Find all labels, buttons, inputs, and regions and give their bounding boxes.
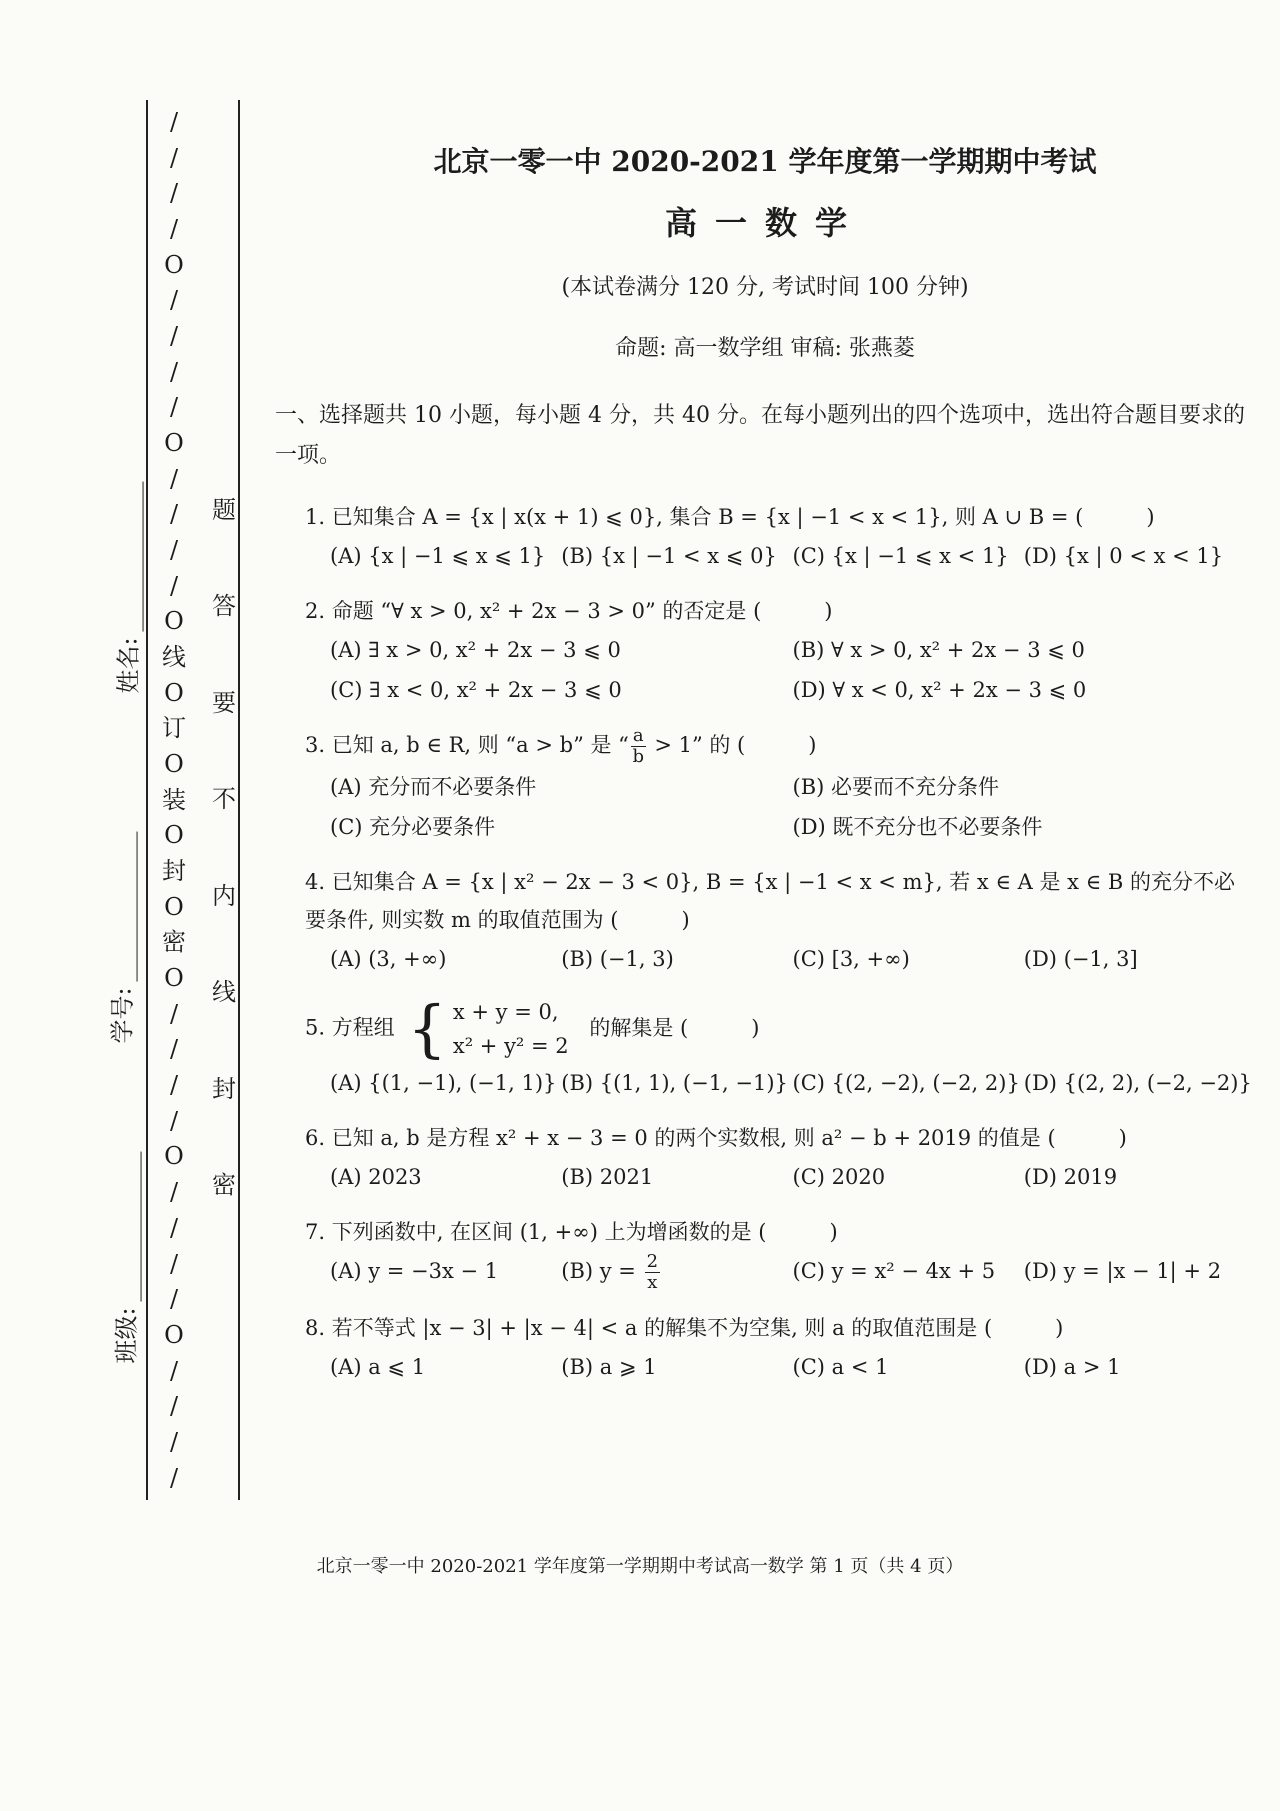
option-b[interactable] bbox=[561, 1251, 792, 1293]
option-c[interactable]: (C) ∃ x < 0, x² + 2x − 3 ⩽ 0 bbox=[330, 678, 622, 702]
option-a[interactable]: (A) ∃ x > 0, x² + 2x − 3 ⩽ 0 bbox=[330, 638, 621, 662]
option-b[interactable]: (B) {x | −1 < x ⩽ 0} bbox=[561, 544, 777, 568]
question-options bbox=[275, 1157, 1255, 1197]
question-options bbox=[275, 1251, 1255, 1293]
question-stem: 4. 已知集合 A = {x | x² − 2x − 3 < 0}, B = {x | −1 < x < m}, 若 x ∈ A 是 x ∈ B 的充分不必要条件, 则实数 m 的取值范围为 ( ) bbox=[305, 870, 1235, 932]
option-d[interactable]: (D) ∀ x < 0, x² + 2x − 3 ⩽ 0 bbox=[792, 678, 1087, 702]
question-stem: 7. 下列函数中, 在区间 (1, +∞) 上为增函数的是 ( ) bbox=[305, 1220, 838, 1244]
option-d[interactable]: (D) 既不充分也不必要条件 bbox=[792, 815, 1043, 839]
binding-mark: / bbox=[169, 1213, 179, 1242]
fraction bbox=[645, 1252, 660, 1293]
binding-mark: 装 bbox=[162, 785, 186, 814]
question-stem: 1. 已知集合 A = {x | x(x + 1) ⩽ 0}, 集合 B = {x | −1 < x < 1}, 则 A ∪ B = ( ) bbox=[305, 505, 1155, 529]
class-label: 班级: bbox=[112, 1307, 141, 1364]
name-field[interactable] bbox=[109, 481, 144, 693]
binding-mark: / bbox=[169, 143, 179, 172]
binding-mark: / bbox=[169, 215, 179, 244]
question-3 bbox=[275, 726, 1255, 847]
binding-mark: / bbox=[169, 1249, 179, 1278]
binding-mark: / bbox=[169, 500, 179, 529]
option-b[interactable]: (B) 2021 bbox=[561, 1165, 654, 1189]
question-4 bbox=[275, 863, 1255, 979]
binding-mark: O bbox=[164, 964, 184, 993]
equation-1: x + y = 0, bbox=[452, 1000, 559, 1024]
stem-pre: 3. 已知 a, b ∈ R, 则 “a > b” 是 “ bbox=[305, 733, 629, 757]
brace-icon: { bbox=[407, 992, 447, 1065]
binding-mark: / bbox=[169, 286, 179, 315]
question-options bbox=[275, 767, 1255, 847]
option-d[interactable]: (D) (−1, 3] bbox=[1023, 947, 1138, 971]
exam-subject: 高一数学 bbox=[664, 204, 865, 242]
question-6 bbox=[275, 1119, 1255, 1197]
binding-note-char: 答 bbox=[212, 592, 236, 621]
binding-note-char: 线 bbox=[212, 978, 236, 1007]
binding-mark: / bbox=[169, 999, 179, 1028]
question-options bbox=[275, 939, 1255, 979]
fraction-numerator: a bbox=[632, 725, 644, 746]
exam-content bbox=[275, 140, 1255, 1403]
binding-note-char: 题 bbox=[212, 496, 236, 524]
binding-mark: O bbox=[164, 250, 184, 279]
question-5 bbox=[275, 992, 1255, 1103]
option-a[interactable]: (A) 2023 bbox=[330, 1165, 422, 1189]
binding-mark: / bbox=[169, 1427, 179, 1456]
class-underline[interactable] bbox=[121, 1151, 142, 1301]
binding-note bbox=[206, 490, 242, 1200]
binding-mark: O bbox=[164, 892, 184, 921]
binding-note-char: 封 bbox=[212, 1074, 236, 1103]
question-stem: 2. 命题 “∀ x > 0, x² + 2x − 3 > 0” 的否定是 ( ) bbox=[305, 599, 833, 623]
option-c[interactable]: (C) [3, +∞) bbox=[792, 947, 910, 971]
binding-mark: / bbox=[169, 1285, 179, 1314]
binding-mark: O bbox=[164, 678, 184, 707]
question-options bbox=[275, 1063, 1255, 1103]
binding-mark: / bbox=[169, 1463, 179, 1492]
option-a[interactable]: (A) {x | −1 ⩽ x ⩽ 1} bbox=[330, 544, 546, 568]
question-options bbox=[275, 1347, 1255, 1387]
question-2 bbox=[275, 592, 1255, 710]
binding-mark: 线 bbox=[162, 643, 186, 672]
binding-mark: / bbox=[169, 179, 179, 208]
equation-system bbox=[401, 992, 569, 1065]
binding-mark: O bbox=[164, 607, 184, 636]
option-a[interactable]: (A) {(1, −1), (−1, 1)} bbox=[330, 1071, 557, 1095]
binding-mark: O bbox=[164, 821, 184, 850]
option-b-text: (B) y = bbox=[561, 1259, 643, 1283]
binding-note-char: 密 bbox=[212, 1170, 236, 1199]
name-label: 姓名: bbox=[114, 637, 143, 694]
equation-2: x² + y² = 2 bbox=[452, 1034, 569, 1058]
option-b[interactable]: (B) ∀ x > 0, x² + 2x − 3 ⩽ 0 bbox=[792, 638, 1085, 662]
exam-note: (本试卷满分 120 分, 考试时间 100 分钟) bbox=[561, 275, 969, 300]
id-label: 学号: bbox=[108, 987, 137, 1044]
option-b[interactable]: (B) (−1, 3) bbox=[561, 947, 674, 971]
question-7 bbox=[275, 1213, 1255, 1293]
option-c[interactable]: (C) 2020 bbox=[792, 1165, 886, 1189]
option-c[interactable]: (C) y = x² − 4x + 5 bbox=[792, 1259, 996, 1283]
question-1 bbox=[275, 498, 1255, 576]
binding-mark: / bbox=[169, 357, 179, 386]
binding-mark: O bbox=[164, 429, 184, 458]
binding-note-char: 要 bbox=[212, 688, 236, 717]
binding-mark: 封 bbox=[162, 857, 186, 886]
option-a[interactable]: (A) a ⩽ 1 bbox=[330, 1355, 426, 1379]
option-c[interactable]: (C) {x | −1 ⩽ x < 1} bbox=[792, 544, 1009, 568]
option-a[interactable]: (A) (3, +∞) bbox=[330, 947, 447, 971]
section-heading: 一、选择题共 10 小题，每小题 4 分，共 40 分。在每小题列出的四个选项中，选出符合题目要求的一项。 bbox=[275, 403, 1245, 468]
binding-mark: / bbox=[169, 1071, 179, 1100]
binding-mark: / bbox=[169, 1178, 179, 1207]
question-stem: 8. 若不等式 |x − 3| + |x − 4| < a 的解集不为空集, 则 a 的取值范围是 ( ) bbox=[305, 1316, 1064, 1340]
binding-mark: 订 bbox=[162, 714, 186, 743]
stem-post: 的解集是 ( ) bbox=[589, 1015, 760, 1040]
option-a[interactable]: (A) 充分而不必要条件 bbox=[330, 775, 537, 799]
binding-mark: / bbox=[169, 571, 179, 600]
exam-authors: 命题: 高一数学组 审稿: 张燕菱 bbox=[615, 336, 915, 361]
name-underline[interactable] bbox=[123, 481, 144, 631]
binding-mark: / bbox=[169, 393, 179, 422]
question-stem: 6. 已知 a, b 是方程 x² + x − 3 = 0 的两个实数根, 则 a² − b + 2019 的值是 ( ) bbox=[305, 1126, 1127, 1150]
question-8 bbox=[275, 1309, 1255, 1387]
id-field[interactable] bbox=[103, 831, 138, 1043]
binding-mark: / bbox=[169, 1106, 179, 1135]
binding-mark: O bbox=[164, 1320, 184, 1349]
binding-mark: / bbox=[169, 464, 179, 493]
binding-note-char: 内 bbox=[212, 881, 236, 910]
option-b[interactable]: (B) 必要而不充分条件 bbox=[792, 775, 999, 799]
fraction bbox=[631, 726, 646, 767]
option-b[interactable]: (B) a ⩾ 1 bbox=[561, 1355, 657, 1379]
fraction-numerator: 2 bbox=[646, 1251, 659, 1272]
question-options bbox=[275, 536, 1255, 576]
page-footer: 北京一零一中 2020-2021 学年度第一学期期中考试高一数学 第 1 页（共 4 页） bbox=[316, 1556, 964, 1577]
binding-mark: 密 bbox=[162, 928, 186, 957]
binding-note-char: 不 bbox=[212, 785, 236, 814]
option-c[interactable]: (C) 充分必要条件 bbox=[330, 815, 496, 839]
class-field[interactable] bbox=[107, 1151, 142, 1363]
fraction-denominator: x bbox=[647, 1272, 658, 1293]
binding-mark: / bbox=[169, 1392, 179, 1421]
binding-strip bbox=[160, 110, 188, 1490]
option-c[interactable]: (C) a < 1 bbox=[792, 1355, 889, 1379]
binding-line-left bbox=[146, 100, 148, 1500]
fraction-denominator: b bbox=[632, 746, 645, 767]
option-d[interactable]: (D) y = |x − 1| + 2 bbox=[1023, 1259, 1222, 1283]
binding-mark: / bbox=[169, 536, 179, 565]
stem-post: > 1” 的 ( ) bbox=[647, 733, 817, 757]
binding-mark: / bbox=[169, 1035, 179, 1064]
binding-mark: O bbox=[164, 750, 184, 779]
stem-pre: 5. 方程组 bbox=[305, 1015, 395, 1040]
option-c[interactable]: (C) {(2, −2), (−2, 2)} bbox=[792, 1071, 1020, 1095]
option-d[interactable]: (D) {(2, 2), (−2, −2)} bbox=[1023, 1071, 1252, 1095]
question-stem bbox=[275, 992, 1255, 1065]
binding-mark: O bbox=[164, 1142, 184, 1171]
binding-mark: / bbox=[169, 322, 179, 351]
option-b[interactable]: (B) {(1, 1), (−1, −1)} bbox=[561, 1071, 788, 1095]
option-d[interactable]: (D) 2019 bbox=[1023, 1165, 1118, 1189]
exam-title: 北京一零一中 2020-2021 学年度第一学期期中考试 bbox=[433, 145, 1097, 178]
option-a[interactable]: (A) y = −3x − 1 bbox=[330, 1259, 499, 1283]
option-d[interactable]: (D) {x | 0 < x < 1} bbox=[1023, 544, 1224, 568]
option-d[interactable]: (D) a > 1 bbox=[1023, 1355, 1121, 1379]
binding-mark: / bbox=[169, 1356, 179, 1385]
question-stem bbox=[275, 726, 1255, 767]
id-underline[interactable] bbox=[117, 831, 138, 981]
binding-mark: / bbox=[169, 108, 179, 136]
question-options bbox=[275, 630, 1255, 710]
